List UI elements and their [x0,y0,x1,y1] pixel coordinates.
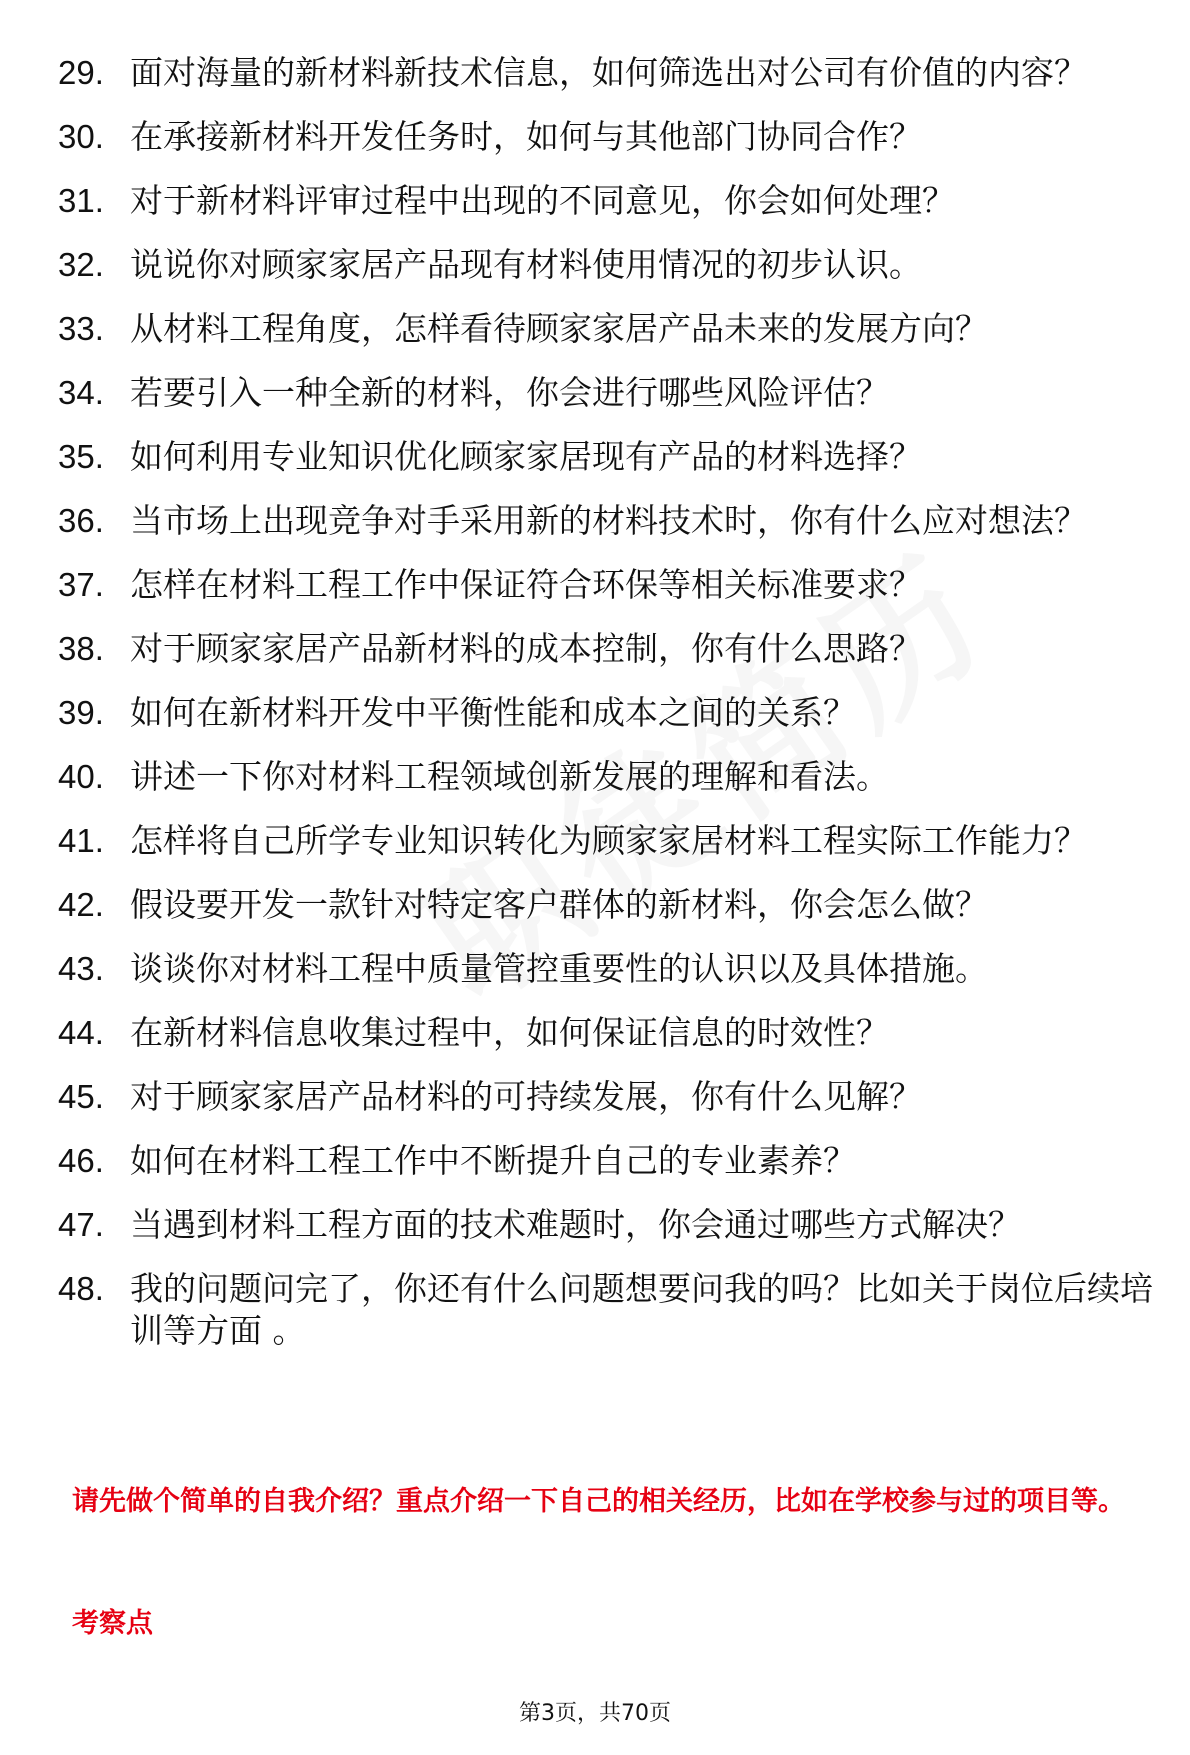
question-number: 48. [58,1270,104,1307]
question-number: 36. [58,502,104,539]
question-item [58,628,1158,670]
question-item [58,1076,1158,1118]
question-item [58,564,1158,606]
question-text: 怎样将自己所学专业知识转化为顾家家居材料工程实际工作能力？ [130,821,1087,860]
question-number: 38. [58,630,104,667]
question-item [58,692,1158,734]
question-item [58,1268,1158,1352]
question-number: 34. [58,374,104,411]
question-item [58,244,1158,286]
question-text: 当遇到材料工程方面的技术难题时，你会通过哪些方式解决？ [130,1205,1021,1244]
question-number: 43. [58,950,104,987]
question-text: 说说你对顾家家居产品现有材料使用情况的初步认识。 [130,245,922,284]
question-text: 若要引入一种全新的材料，你会进行哪些风险评估？ [130,373,889,412]
question-number: 31. [58,182,104,219]
question-item [58,1204,1158,1246]
question-text: 怎样在材料工程工作中保证符合环保等相关标准要求？ [130,565,922,604]
question-number: 40. [58,758,104,795]
question-text: 谈谈你对材料工程中质量管控重要性的认识以及具体措施。 [130,949,988,988]
question-item [58,500,1158,542]
question-text: 面对海量的新材料新技术信息，如何筛选出对公司有价值的内容？ [130,53,1087,92]
question-number: 44. [58,1014,104,1051]
question-text: 在新材料信息收集过程中，如何保证信息的时效性？ [130,1013,889,1052]
question-text: 如何在材料工程工作中不断提升自己的专业素养？ [130,1141,856,1180]
question-item [58,756,1158,798]
question-number: 41. [58,822,104,859]
question-number: 47. [58,1206,104,1243]
question-number: 29. [58,54,104,91]
question-text: 讲述一下你对材料工程领域创新发展的理解和看法。 [130,757,889,796]
question-item [58,372,1158,414]
question-item [58,436,1158,478]
question-number: 35. [58,438,104,475]
question-number: 33. [58,310,104,347]
question-text: 假设要开发一款针对特定客户群体的新材料，你会怎么做？ [130,885,988,924]
question-item [58,308,1158,350]
question-number: 45. [58,1078,104,1115]
question-text: 如何在新材料开发中平衡性能和成本之间的关系？ [130,693,856,732]
question-item [58,948,1158,990]
question-text: 对于顾家家居产品新材料的成本控制，你有什么思路？ [130,629,922,668]
question-text: 从材料工程角度，怎样看待顾家家居产品未来的发展方向？ [130,309,988,348]
question-list [58,52,1158,1374]
question-number: 42. [58,886,104,923]
question-number: 39. [58,694,104,731]
question-text: 当市场上出现竞争对手采用新的材料技术时，你有什么应对想法？ [130,501,1087,540]
question-number: 37. [58,566,104,603]
question-item [58,1012,1158,1054]
question-text: 我的问题问完了，你还有什么问题想要问我的吗？比如关于岗位后续培训等方面 。 [130,1269,1153,1350]
question-item [58,116,1158,158]
question-text: 如何利用专业知识优化顾家家居现有产品的材料选择？ [130,437,922,476]
question-text: 对于顾家家居产品材料的可持续发展，你有什么见解？ [130,1077,922,1116]
focus-heading: 考察点 [72,1608,153,1639]
question-item [58,180,1158,222]
question-item [58,884,1158,926]
question-item [58,52,1158,94]
question-number: 46. [58,1142,104,1179]
question-item [58,1140,1158,1182]
question-text: 对于新材料评审过程中出现的不同意见，你会如何处理？ [130,181,955,220]
intro-question-heading: 请先做个简单的自我介绍？重点介绍一下自己的相关经历，比如在学校参与过的项目等。 [72,1486,1125,1517]
question-text: 在承接新材料开发任务时，如何与其他部门协同合作？ [130,117,922,156]
question-item [58,820,1158,862]
page-number: 第3页，共70页 [519,1701,671,1726]
question-number: 32. [58,246,104,283]
question-number: 30. [58,118,104,155]
